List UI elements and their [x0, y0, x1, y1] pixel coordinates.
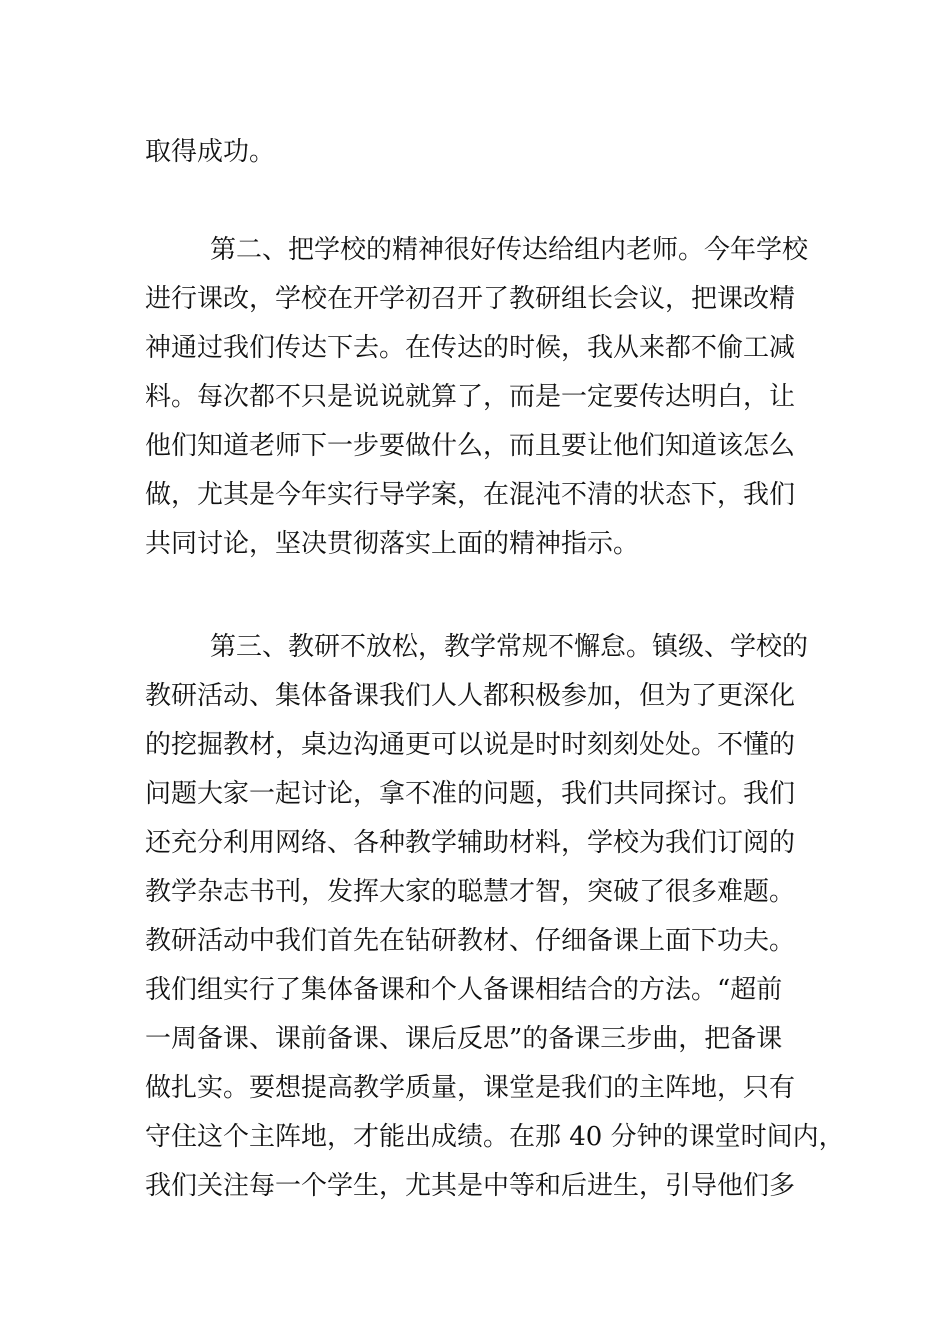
text-line: 第三、教研不放松，教学常规不懈怠。镇级、学校的 — [210, 632, 809, 662]
text-line: 共同讨论，坚决贯彻落实上面的精神指示。 — [145, 529, 640, 559]
text-line: 神通过我们传达下去。在传达的时候，我从来都不偷工减 — [145, 333, 796, 363]
text-line: 做，尤其是今年实行导学案，在混沌不清的状态下，我们 — [145, 480, 796, 510]
text-line: 做扎实。要想提高教学质量，课堂是我们的主阵地，只有 — [145, 1073, 796, 1103]
text-line: 还充分利用网络、各种教学辅助材料，学校为我们订阅的 — [145, 828, 796, 858]
text-line: 我们关注每一个学生，尤其是中等和后进生，引导他们多 — [145, 1171, 796, 1201]
text-line: 他们知道老师下一步要做什么，而且要让他们知道该怎么 — [145, 431, 796, 461]
text-line: 一周备课、课前备课、课后反思”的备课三步曲，把备课 — [145, 1024, 783, 1054]
text-line: 取得成功。 — [145, 137, 276, 167]
text-line: 料。每次都不只是说说就算了，而是一定要传达明白，让 — [145, 382, 796, 412]
text-line: 问题大家一起讨论，拿不准的问题，我们共同探讨。我们 — [145, 779, 796, 809]
text-line: 进行课改，学校在开学初召开了教研组长会议，把课改精 — [145, 284, 796, 314]
text-line: 教研活动、集体备课我们人人都积极参加，但为了更深化 — [145, 681, 796, 711]
text-line: 的挖掘教材，桌边沟通更可以说是时时刻刻处处。不懂的 — [145, 730, 796, 760]
text-line: 教学杂志书刊，发挥大家的聪慧才智，突破了很多难题。 — [145, 877, 796, 907]
text-line: 教研活动中我们首先在钻研教材、仔细备课上面下功夫。 — [145, 926, 796, 956]
text-line: 守住这个主阵地，才能出成绩。在那 40 分钟的课堂时间内， — [145, 1122, 845, 1152]
text-line: 我们组实行了集体备课和个人备课相结合的方法。“超前 — [145, 975, 783, 1005]
text-line: 第二、把学校的精神很好传达给组内老师。今年学校 — [210, 235, 809, 265]
